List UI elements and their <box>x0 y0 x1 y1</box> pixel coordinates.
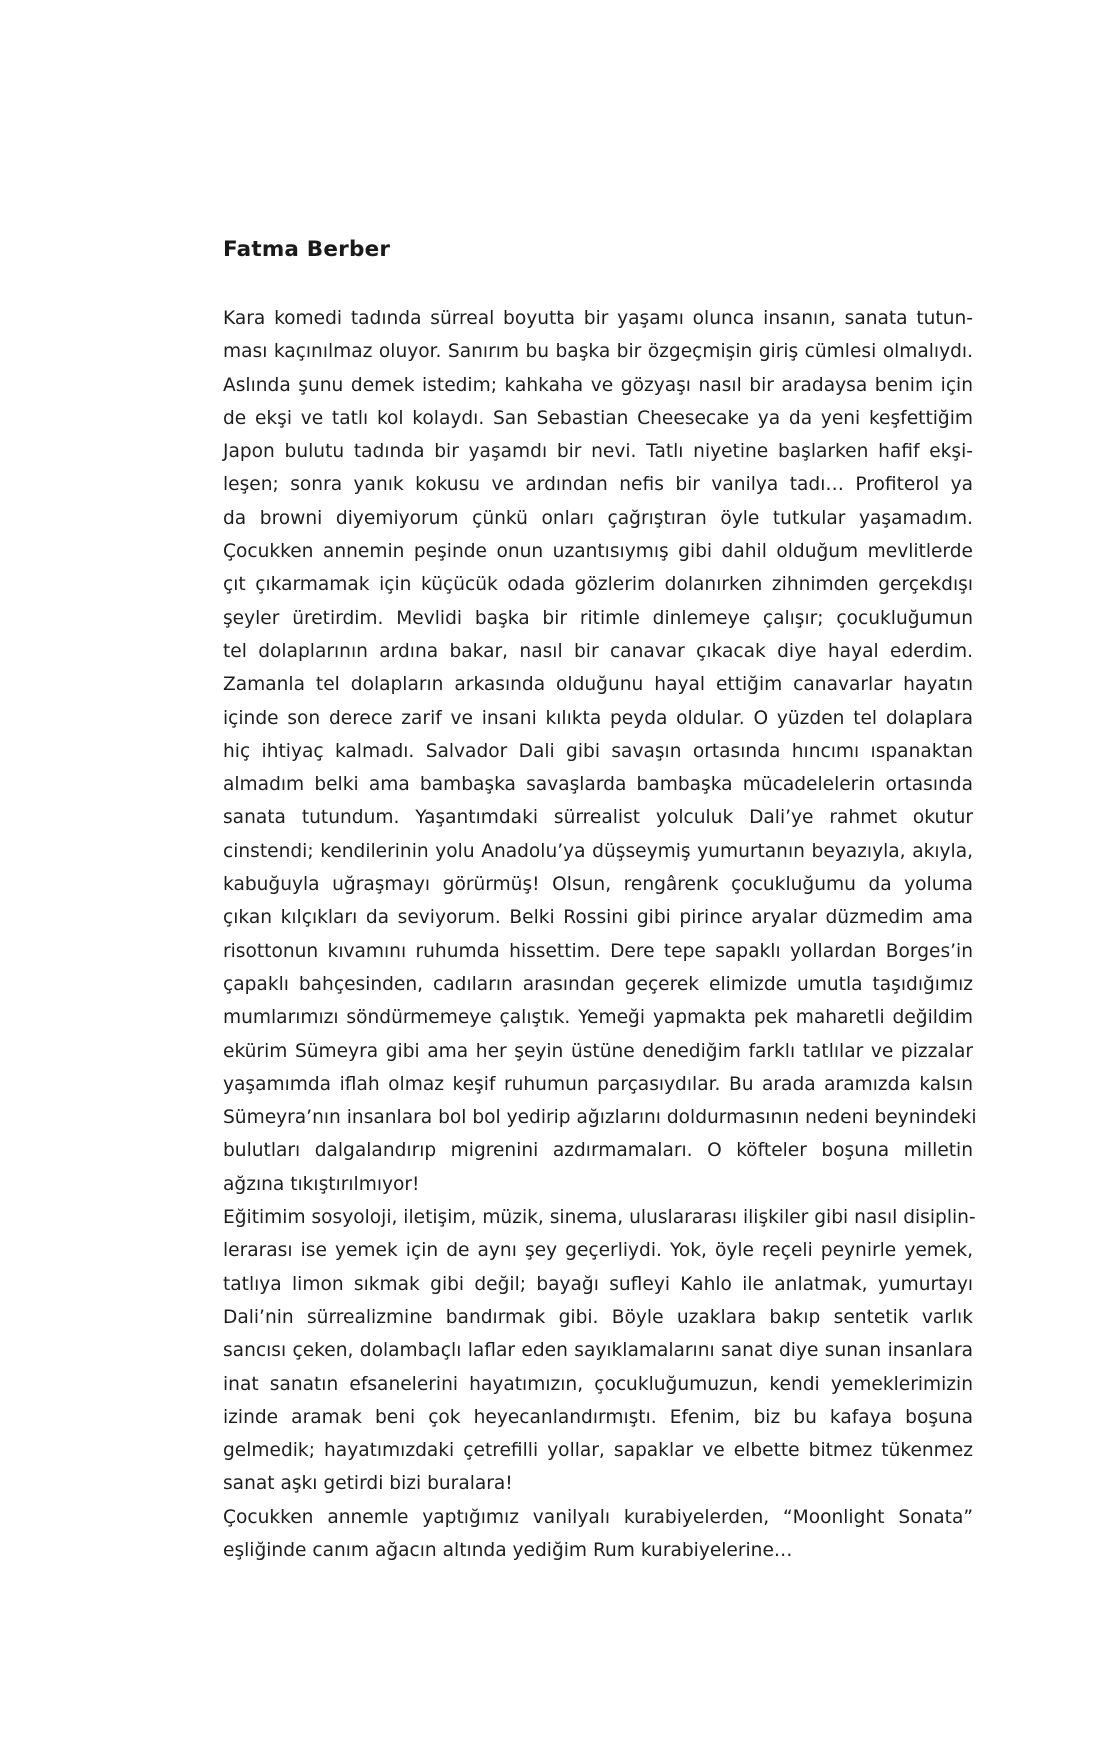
text-line: risottonun kıvamını ruhumda hissettim. Dere tepe sapaklı yollardan Borges’in <box>223 940 973 962</box>
text-line: Aslında şunu demek istedim; kahkaha ve gözyaşı nasıl bir aradaysa benim için <box>223 374 973 396</box>
text-line: çapaklı bahçesinden, cadıların arasından geçerek elimizde umutla taşıdığımız <box>223 973 973 995</box>
text-line: gelmedik; hayatımızdaki çetrefilli yollar, sapaklar ve elbette bitmez tükenmez <box>223 1440 973 1462</box>
text-block <box>223 235 977 1567</box>
text-line: Kara komedi tadında sürreal boyutta bir yaşamı olunca insanın, sanata tutun- <box>223 308 973 329</box>
text-line: hiç ihtiyaç kalmadı. Salvador Dali gibi savaşın ortasında hıncımı ıspanaktan <box>223 740 973 762</box>
text-line: almadım belki ama bambaşka savaşlarda bambaşka mücadelelerin ortasında <box>223 774 973 796</box>
text-line: eşliğinde canım ağacın altında yediğim Rum kurabiyelerine… <box>223 1539 793 1561</box>
text-line: sanat aşkı getirdi bizi buralara! <box>223 1473 513 1495</box>
text-line: şeyler üretirdim. Mevlidi başka bir ritimle dinlemeye çalışır; çocukluğumun <box>223 607 973 629</box>
text-line: tel dolaplarının ardına bakar, nasıl bir canavar çıkacak diye hayal ederdim. <box>223 640 973 662</box>
body-text <box>223 302 977 1567</box>
author-name: Fatma Berber <box>223 237 391 262</box>
text-line: cinstendi; kendilerinin yolu Anadolu’ya düşseymiş yumurtanın beyazıyla, akıyla, <box>223 840 973 862</box>
text-line: sanata tutundum. Yaşantımdaki sürrealist yolculuk Dali’ye rahmet okutur <box>223 807 973 829</box>
text-line: de ekşi ve tatlı kol kolaydı. San Sebastian Cheesecake ya da yeni keşfettiğim <box>223 407 973 429</box>
text-line: lerarası ise yemek için de aynı şey geçerliydi. Yok, öyle reçeli peynirle yemek, <box>223 1240 973 1262</box>
text-line: Sümeyra’nın insanlara bol bol yedirip ağızlarını doldurmasının nedeni beynindeki <box>223 1107 977 1129</box>
text-line: ekürim Sümeyra gibi ama her şeyin üstüne denediğim farklı tatlılar ve pizzalar <box>223 1040 973 1062</box>
text-line: çıt çıkarmamak için küçücük odada gözlerim dolanırken zihnimden gerçekdışı <box>223 574 973 596</box>
text-line: leşen; sonra yanık kokusu ve ardından nefis bir vanilya tadı… Profiterol ya <box>223 474 973 496</box>
text-line: izinde aramak beni çok heyecanlandırmıştı. Efenim, biz bu kafaya boşuna <box>223 1406 973 1428</box>
text-line: ağzına tıkıştırılmıyor! <box>223 1173 420 1195</box>
text-line: Dali’nin sürrealizmine bandırmak gibi. Böyle uzaklara bakıp sentetik varlık <box>223 1306 973 1328</box>
text-line: yaşamımda iflah olmaz keşif ruhumun parçasıydılar. Bu arada aramızda kalsın <box>223 1073 973 1095</box>
text-line: Eğitimim sosyoloji, iletişim, müzik, sinema, uluslararası ilişkiler gibi nasıl disiplin- <box>223 1207 976 1229</box>
text-line: tatlıya limon sıkmak gibi değil; bayağı sufleyi Kahlo ile anlatmak, yumurtayı <box>223 1273 973 1295</box>
text-line: inat sanatın efsanelerini hayatımızın, çocukluğumuzun, kendi yemeklerimizin <box>223 1373 973 1395</box>
text-line: kabuğuyla uğraşmayı görürmüş! Olsun, rengârenk çocukluğumu da yoluma <box>223 874 973 896</box>
text-line: Japon bulutu tadında bir yaşamdı bir nevi. Tatlı niyetine başlarken hafif ekşi- <box>223 441 973 463</box>
text-line: ması kaçınılmaz oluyor. Sanırım bu başka bir özgeçmişin giriş cümlesi olmalıydı. <box>223 341 973 363</box>
text-line: Zamanla tel dolapların arkasında olduğunu hayal ettiğim canavarlar hayatın <box>223 674 973 696</box>
text-line: çıkan kılçıkları da seviyorum. Belki Rossini gibi pirince aryalar düzmedim ama <box>223 907 973 929</box>
text-line: Çocukken annemle yaptığımız vanilyalı kurabiyelerden, “Moonlight Sonata” <box>223 1506 973 1528</box>
text-line: Çocukken annemin peşinde onun uzantısıymış gibi dahil olduğum mevlitlerde <box>223 541 973 563</box>
text-line: da browni diyemiyorum çünkü onları çağrıştıran öyle tutkular yaşamadım. <box>223 507 973 529</box>
text-line: mumlarımızı söndürmemeye çalıştık. Yemeği yapmakta pek maharetli değildim <box>223 1007 973 1029</box>
text-line: içinde son derece zarif ve insani kılıkta peyda oldular. O yüzden tel dolaplara <box>223 707 973 729</box>
text-line: sancısı çeken, dolambaçlı laflar eden sayıklamalarını sanat diye sunan insanlara <box>223 1340 973 1362</box>
text-line: bulutları dalgalandırıp migrenini azdırmamaları. O köfteler boşuna milletin <box>223 1140 973 1162</box>
